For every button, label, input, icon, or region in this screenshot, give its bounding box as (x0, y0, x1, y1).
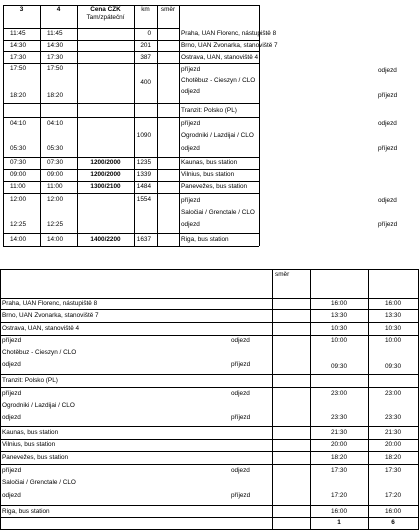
time-col1: 21:30 (331, 429, 347, 436)
time-col6: 10:00 (385, 337, 401, 344)
time-col3: 14:30 (10, 42, 26, 49)
border-crossing-name: Chotěbuz - Cieszyn / CLO (181, 77, 256, 84)
arrival-label: příjezd (181, 66, 201, 73)
border-crossing-name: Saločiai / Grenctale / CLO (181, 209, 255, 216)
arrival-label: příjezd (2, 390, 22, 397)
time-col4: 04:10 (47, 120, 63, 127)
top-header-km: km (141, 6, 150, 13)
stop-name: Panevežes, bus station (2, 454, 69, 461)
stop-name: Kaunas, bus station (181, 159, 238, 166)
km-value: 1339 (136, 171, 151, 178)
price-value: 1200/2000 (90, 171, 121, 178)
time-col3: 12:25 (10, 221, 26, 228)
stop-name: Vilnius, bus station (2, 441, 56, 448)
km-value: 201 (140, 42, 151, 49)
time-col6: 16:00 (385, 508, 401, 515)
transit-label: Tranzit: Polsko (PL) (2, 377, 58, 384)
arrival-label: příjezd (2, 337, 22, 344)
time-col3: 04:10 (10, 120, 26, 127)
arrival-label: příjezd (181, 120, 201, 127)
departure-label: odjezd (2, 492, 21, 499)
time-col4: 14:30 (47, 42, 63, 49)
time-col6: 20:00 (385, 441, 401, 448)
km-value: 1554 (136, 196, 151, 203)
time-col1: 16:00 (331, 508, 347, 515)
time-col4: 14:00 (47, 236, 63, 243)
departure-label: odjezd (378, 197, 397, 204)
departure-label: odjezd (181, 145, 200, 152)
time-col6: 18:20 (385, 454, 401, 461)
km-value: 400 (140, 79, 151, 86)
stop-name: Kaunas, bus station (2, 429, 59, 436)
time-col3: 14:00 (10, 236, 26, 243)
stop-name: Riga, bus station (181, 236, 229, 243)
departure-label: odjezd (181, 221, 200, 228)
departure-label: odjezd (378, 120, 397, 127)
time-col1: 10:30 (331, 325, 347, 332)
top-header-direction: směr (160, 6, 176, 13)
stop-name: Brno, UAN Zvonarka, stanoviště 7 (2, 312, 99, 319)
time-col3: 07:30 (10, 159, 26, 166)
time-col4: 17:50 (47, 65, 63, 72)
time-col1: 17:20 (331, 492, 347, 499)
border-crossing-name: Ogrodniki / Lazdijai / CLO (181, 132, 254, 139)
top-header-price: Cena CZK (90, 6, 121, 13)
km-value: 0 (147, 30, 151, 37)
time-col4: 09:00 (47, 171, 63, 178)
departure-label: odjezd (2, 414, 21, 421)
border-crossing-name: Ogrodniki / Lazdijai / CLO (2, 402, 75, 409)
time-col3: 18:20 (10, 92, 26, 99)
stop-name: Praha, UAN Florenc, nástupiště 8 (181, 30, 277, 37)
time-col1: 23:30 (331, 414, 347, 421)
time-col1: 10:00 (331, 337, 347, 344)
arrival-label: příjezd (231, 361, 251, 368)
border-crossing-name: Chotěbuz - Cieszyn / CLO (2, 349, 77, 356)
time-col3: 11:45 (10, 30, 26, 37)
transit-label: Tranzit: Polsko (PL) (181, 107, 237, 114)
departure-label: odjezd (378, 67, 397, 74)
time-col6: 09:30 (385, 363, 401, 370)
stop-name: Ostrava, UAN, stanoviště 4 (181, 54, 259, 61)
time-col6: 16:00 (385, 300, 401, 307)
time-col4: 18:20 (47, 92, 63, 99)
km-value: 1235 (136, 159, 151, 166)
time-col4: 12:25 (47, 221, 63, 228)
time-col3: 11:00 (10, 183, 26, 190)
arrival-label: příjezd (378, 92, 398, 99)
departure-label: odjezd (231, 337, 250, 344)
time-col4: 11:00 (47, 183, 63, 190)
arrival-label: příjezd (2, 467, 22, 474)
time-col6: 23:30 (385, 414, 401, 421)
km-value: 387 (140, 54, 151, 61)
stop-name: Brno, UAN Zvonarka, stanoviště 7 (181, 42, 278, 49)
time-col6: 21:30 (385, 429, 401, 436)
time-col4: 07:30 (47, 159, 63, 166)
departure-label: odjezd (231, 390, 250, 397)
km-value: 1090 (136, 132, 151, 139)
time-col6: 17:20 (385, 492, 401, 499)
stop-name: Ostrava, UAN, stanoviště 4 (2, 325, 80, 332)
time-col3: 17:30 (10, 54, 26, 61)
arrival-label: příjezd (378, 221, 398, 228)
price-value: 1400/2200 (90, 236, 121, 243)
time-col3: 05:30 (10, 145, 26, 152)
time-col1: 17:30 (331, 467, 347, 474)
km-value: 1484 (136, 183, 151, 190)
price-value: 1200/2000 (90, 159, 121, 166)
footer-col1: 1 (337, 519, 341, 526)
time-col4: 11:45 (47, 30, 63, 37)
time-col1: 20:00 (331, 441, 347, 448)
time-col4: 17:30 (47, 54, 63, 61)
time-col1: 13:30 (331, 312, 347, 319)
time-col6: 13:30 (385, 312, 401, 319)
time-col1: 18:20 (331, 454, 347, 461)
time-col4: 05:30 (47, 145, 63, 152)
time-col6: 23:00 (385, 390, 401, 397)
departure-label: odjezd (231, 467, 250, 474)
arrival-label: příjezd (181, 197, 201, 204)
border-crossing-name: Saločiai / Grenctale / CLO (2, 479, 76, 486)
arrival-label: příjezd (231, 492, 251, 499)
time-col6: 17:30 (385, 467, 401, 474)
price-value: 1300/2100 (90, 183, 121, 190)
time-col4: 12:00 (47, 196, 63, 203)
time-col1: 09:30 (331, 363, 347, 370)
km-value: 1637 (136, 236, 151, 243)
departure-label: odjezd (2, 361, 21, 368)
time-col3: 12:00 (10, 196, 26, 203)
time-col1: 23:00 (331, 390, 347, 397)
time-col6: 10:30 (385, 325, 401, 332)
bottom-header-direction: směr (275, 271, 290, 278)
departure-label: odjezd (181, 88, 200, 95)
stop-name: Panevežes, bus station (181, 183, 248, 190)
time-col3: 17:50 (10, 65, 26, 72)
top-header-col3: 3 (19, 6, 24, 13)
arrival-label: příjezd (231, 414, 251, 421)
top-header-col4: 4 (56, 6, 61, 13)
stop-name: Praha, UAN Florenc, nástupiště 8 (2, 300, 98, 307)
time-col1: 16:00 (331, 300, 347, 307)
footer-col6: 6 (391, 519, 395, 526)
top-header-price-sub: Tam/zpáteční (86, 14, 125, 21)
arrival-label: příjezd (378, 145, 398, 152)
stop-name: Riga, bus station (2, 508, 50, 515)
stop-name: Vilnius, bus station (181, 171, 235, 178)
time-col3: 09:00 (10, 171, 26, 178)
